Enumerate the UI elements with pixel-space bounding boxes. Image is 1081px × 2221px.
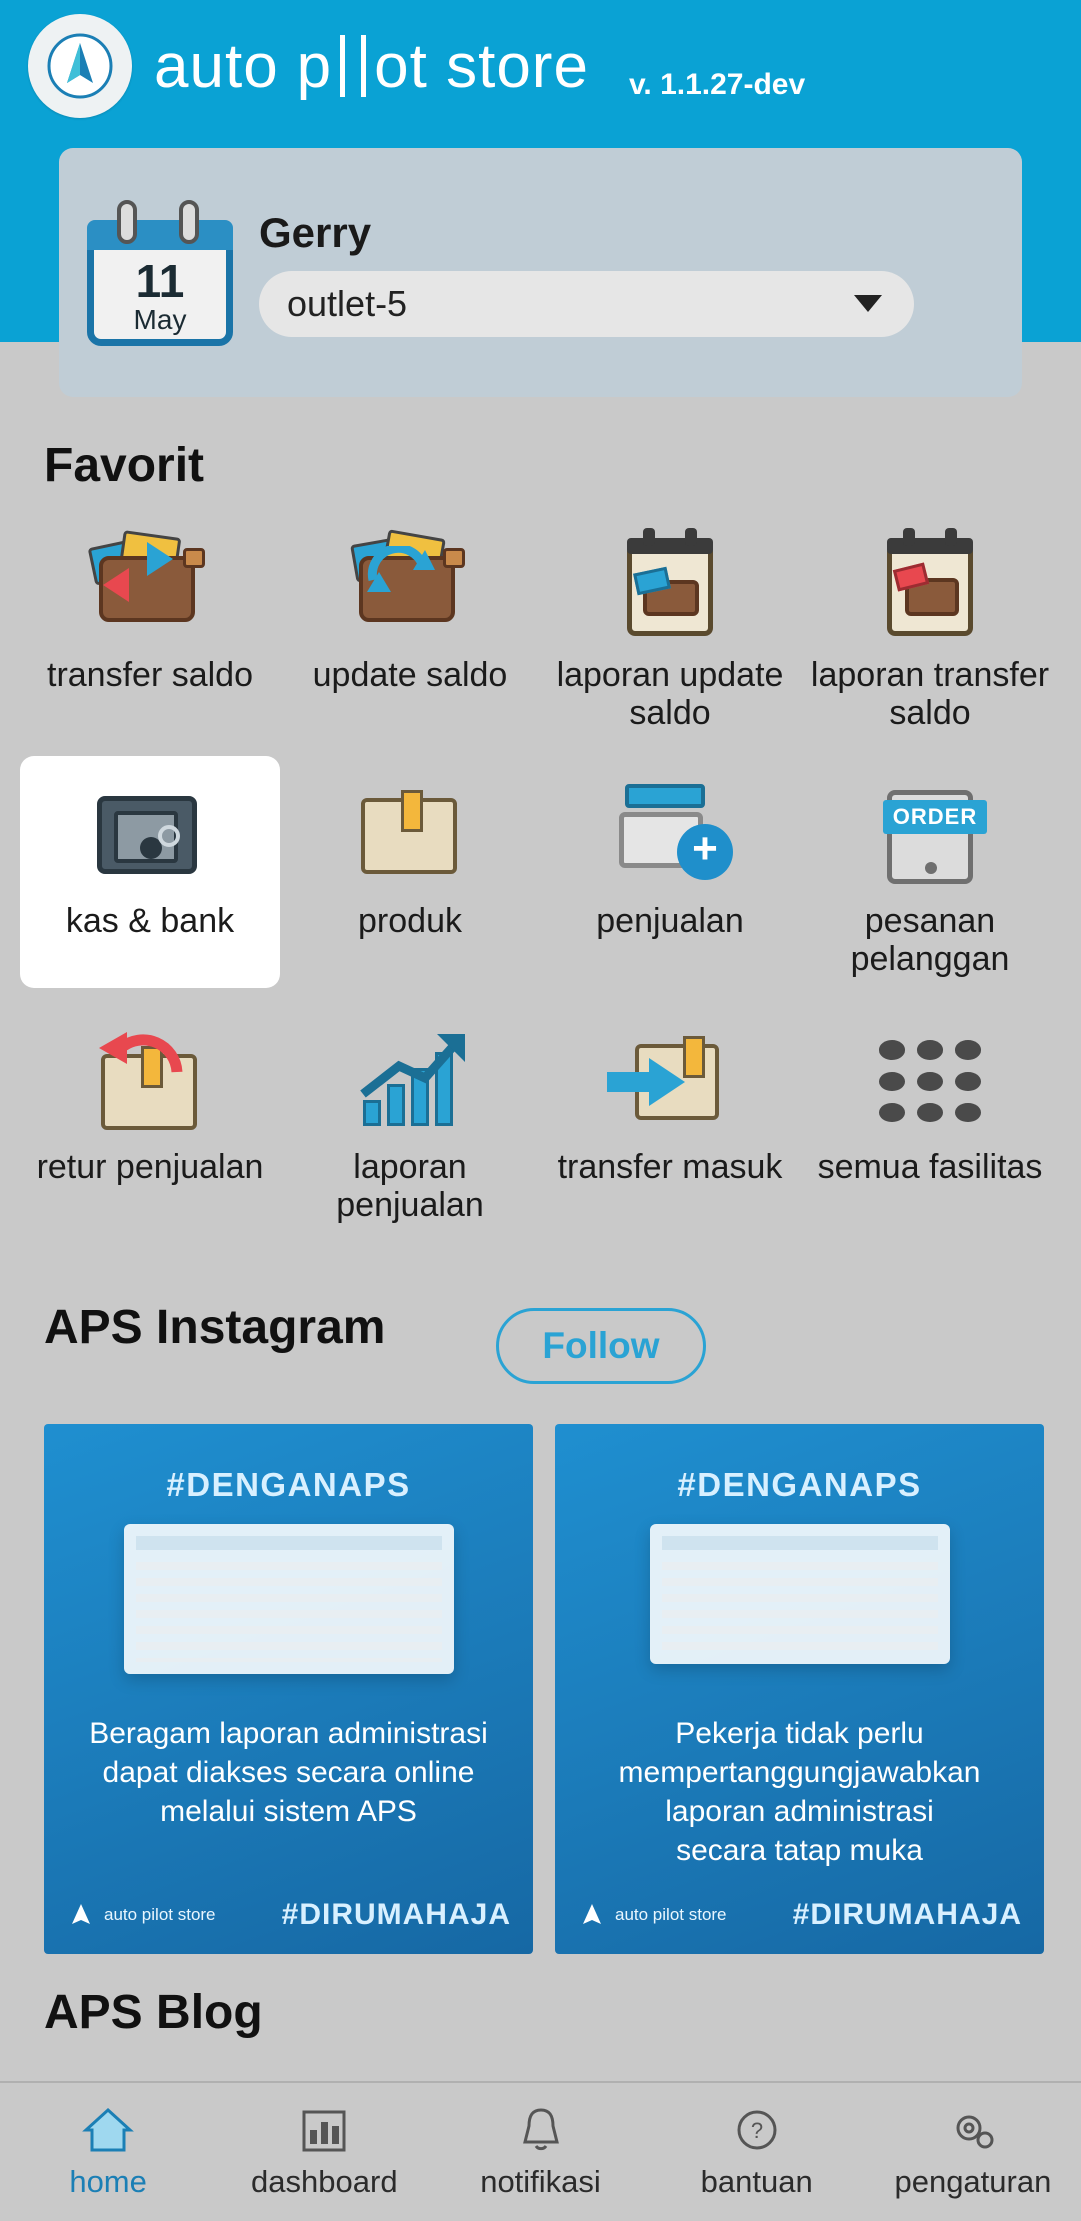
pesanan-pelanggan-icon: ORDER: [865, 772, 995, 890]
calendar-month: May: [133, 303, 187, 335]
fav-item-transfer-masuk[interactable]: [540, 1002, 800, 1234]
bar-chart-icon: [296, 2104, 352, 2156]
post-illustration: [124, 1524, 454, 1674]
nav-label: bantuan: [700, 2164, 813, 2199]
grid-dots-icon: [865, 1018, 995, 1136]
post-footer: [66, 1898, 511, 1932]
post-caption-line: laporan administrasi: [665, 1795, 934, 1828]
nav-item-bantuan[interactable]: [649, 2083, 865, 2221]
user-name: Gerry: [259, 208, 372, 256]
aps-logo-icon: [28, 14, 132, 118]
instagram-title: APS Instagram: [44, 1301, 386, 1354]
fav-item-label: laporan transfer saldo: [810, 656, 1050, 733]
fav-item-label: transfer masuk: [557, 1148, 783, 1187]
post-footer-brand: auto pilot store: [104, 1905, 216, 1924]
update-saldo-icon: [345, 526, 475, 644]
retur-penjualan-icon: [85, 1018, 215, 1136]
blog-title: APS Blog: [44, 1986, 263, 2039]
aps-logo-icon: [577, 1900, 607, 1930]
fav-item-label: pesanan pelanggan: [850, 902, 1010, 979]
nav-label: notifikasi: [480, 2164, 601, 2199]
post-caption-line: Beragam laporan administrasi: [89, 1717, 488, 1750]
nav-item-dashboard[interactable]: [216, 2083, 432, 2221]
fav-item-semua-fasilitas[interactable]: [800, 1002, 1060, 1234]
fav-item-transfer-saldo[interactable]: [20, 510, 280, 742]
post-footer-brand: auto pilot store: [615, 1905, 727, 1924]
nav-label: home: [69, 2164, 147, 2199]
brand-bar-1: [340, 35, 345, 97]
laporan-transfer-saldo-icon: [865, 526, 995, 644]
fav-item-laporan-transfer-saldo[interactable]: [800, 510, 1060, 742]
transfer-saldo-icon: [85, 526, 215, 644]
favorites-row: [20, 756, 1061, 988]
instagram-post[interactable]: [44, 1424, 533, 1954]
gear-icon: [945, 2104, 1001, 2156]
brand-title: [154, 31, 589, 102]
aps-logo-icon: [66, 1900, 96, 1930]
post-footer-tag: #DIRUMAHAJA: [792, 1898, 1022, 1931]
bell-icon: [513, 2104, 569, 2156]
instagram-post[interactable]: [555, 1424, 1044, 1954]
fav-item-label: produk: [358, 902, 462, 941]
penjualan-icon: +: [605, 772, 735, 890]
post-caption-line: mempertanggungjawabkan: [618, 1756, 981, 1789]
favorites-row: [20, 510, 1061, 742]
transfer-masuk-icon: [605, 1018, 735, 1136]
fav-item-label: kas & bank: [65, 902, 235, 941]
outlet-select[interactable]: [259, 271, 914, 337]
brand-row: [28, 14, 805, 118]
post-caption-line: Pekerja tidak perlu: [675, 1717, 924, 1750]
produk-icon: [345, 772, 475, 890]
nav-label: pengaturan: [894, 2164, 1052, 2199]
post-caption-line: secara tatap muka: [676, 1834, 923, 1867]
fav-item-pesanan-pelanggan[interactable]: [800, 756, 1060, 988]
fav-item-label: transfer saldo: [47, 656, 253, 694]
fav-item-produk[interactable]: [280, 756, 540, 988]
chevron-down-icon: [854, 295, 882, 312]
nav-item-home[interactable]: [0, 2083, 216, 2221]
fav-item-label: laporan penjualan: [336, 1148, 484, 1225]
nav-label: dashboard: [251, 2164, 398, 2199]
fav-item-retur-penjualan[interactable]: [20, 1002, 280, 1234]
nav-item-pengaturan[interactable]: [865, 2083, 1081, 2221]
post-caption-line: melalui sistem APS: [160, 1795, 417, 1828]
favorites-title: Favorit: [44, 439, 205, 492]
post-illustration: [650, 1524, 950, 1664]
fav-item-penjualan[interactable]: [540, 756, 800, 988]
fav-item-kas-bank[interactable]: [20, 756, 280, 988]
fav-item-laporan-update-saldo[interactable]: [540, 510, 800, 742]
post-caption: [70, 1714, 507, 1831]
post-caption-line: dapat diakses secara online: [102, 1756, 475, 1789]
bottom-navigation: [0, 2081, 1081, 2221]
brand-text-2: p: [296, 31, 333, 101]
fav-item-label: penjualan: [596, 902, 744, 941]
fav-item-laporan-penjualan[interactable]: [280, 1002, 540, 1234]
instagram-post-list: [44, 1424, 1044, 1954]
app-version: v. 1.1.27-dev: [628, 68, 806, 101]
fav-item-label: update saldo: [312, 656, 508, 694]
outlet-card: [59, 148, 1022, 397]
brand-bar-2: [361, 35, 366, 97]
safe-icon: [85, 772, 215, 890]
post-hashtag: #DENGANAPS: [166, 1466, 411, 1503]
post-caption: [581, 1714, 1018, 1870]
home-icon: [80, 2104, 136, 2156]
laporan-penjualan-icon: [345, 1018, 475, 1136]
fav-item-label: semua fasilitas: [817, 1148, 1043, 1187]
post-hashtag: #DENGANAPS: [677, 1466, 922, 1503]
instagram-follow-button[interactable]: Follow: [496, 1308, 706, 1384]
nav-item-notifikasi[interactable]: [432, 2083, 648, 2221]
post-footer-tag: #DIRUMAHAJA: [281, 1898, 511, 1931]
fav-item-update-saldo[interactable]: [280, 510, 540, 742]
favorites-grid: [20, 510, 1061, 1234]
laporan-update-saldo-icon: [605, 526, 735, 644]
fav-item-label: retur penjualan: [36, 1148, 264, 1187]
question-circle-icon: [729, 2104, 785, 2156]
favorites-row: [20, 1002, 1061, 1234]
brand-text-3: ot store: [374, 31, 589, 101]
calendar-icon: [87, 200, 233, 346]
post-footer: [577, 1898, 1022, 1932]
calendar-day: 11: [135, 254, 185, 307]
outlet-select-value: outlet-5: [287, 282, 408, 324]
svg-text:?: ?: [750, 2118, 763, 2143]
brand-text-1: auto: [154, 31, 279, 101]
fav-item-label: laporan update saldo: [556, 656, 784, 733]
